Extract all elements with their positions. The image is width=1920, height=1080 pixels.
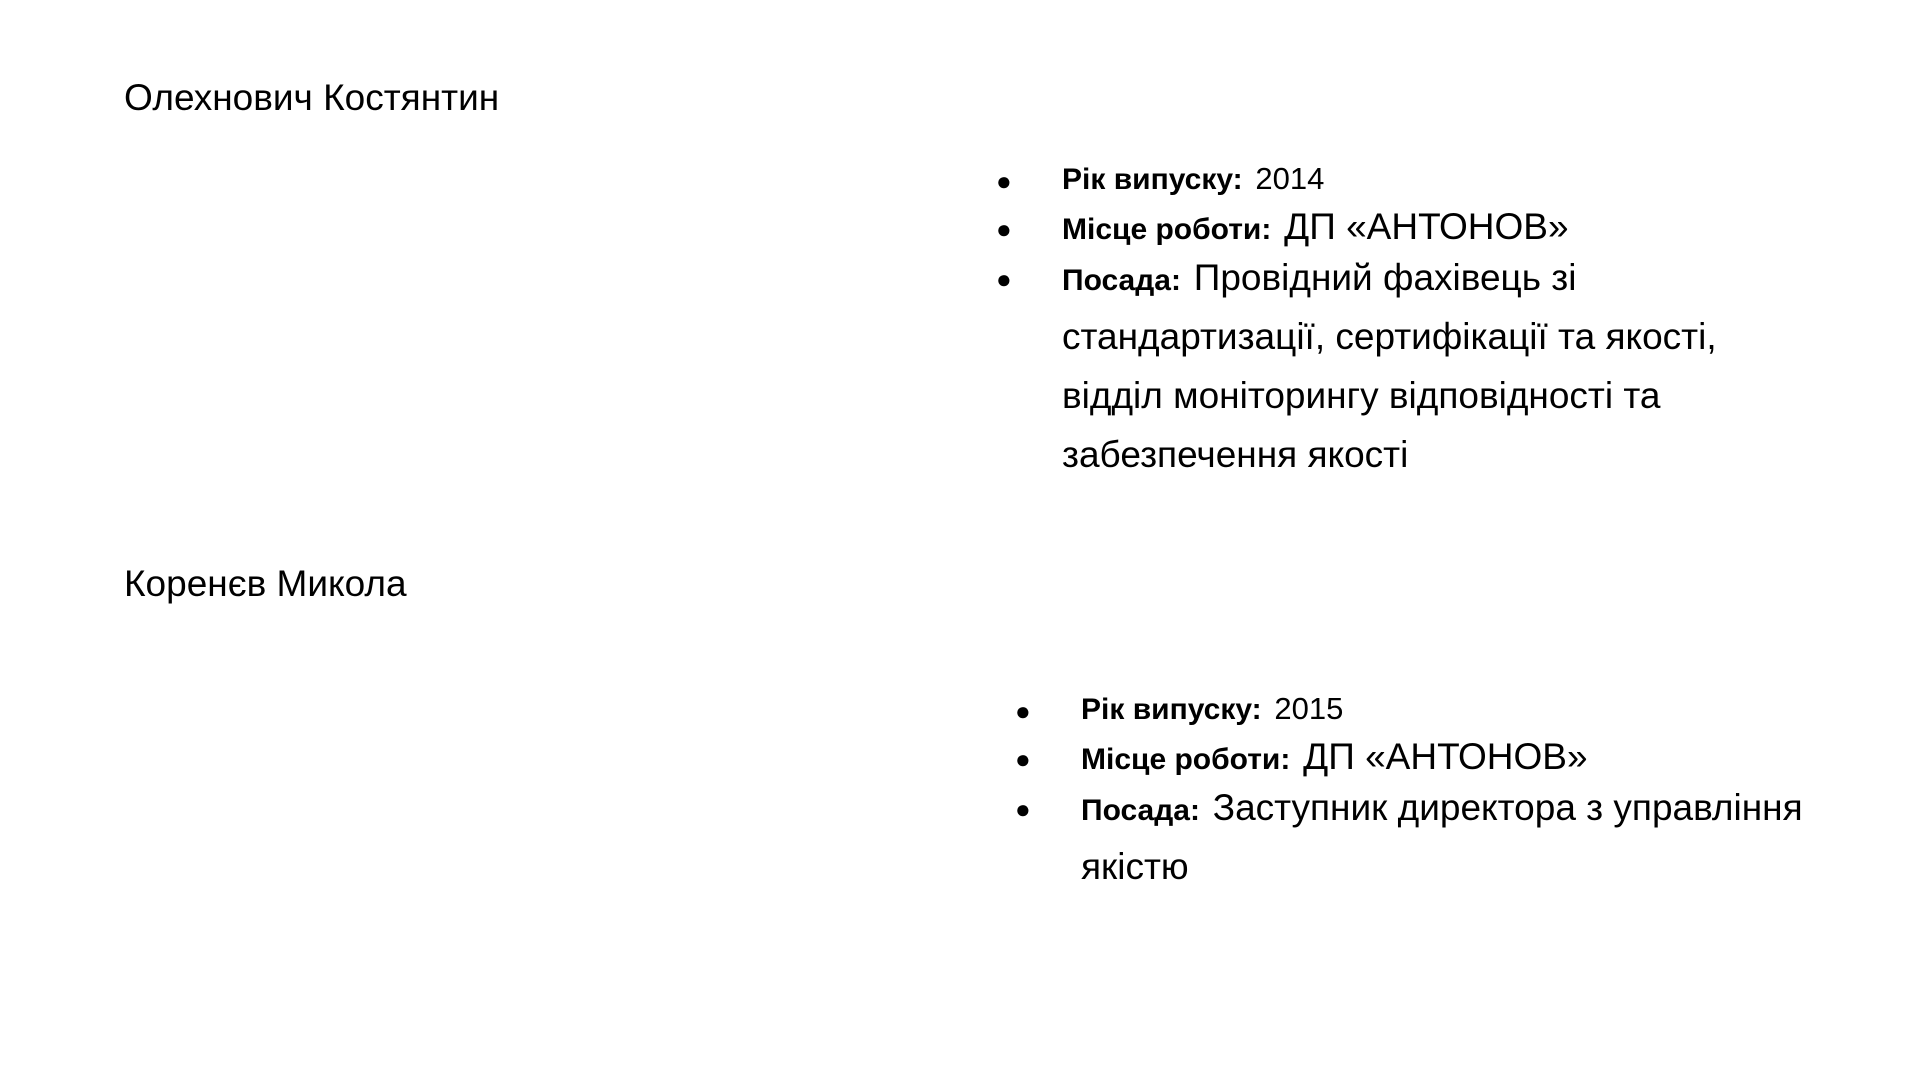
graduation-year-item xyxy=(996,156,1796,202)
workplace-value: ДП «АНТОНОВ» xyxy=(1303,736,1588,777)
workplace-value: ДП «АНТОНОВ» xyxy=(1284,206,1569,247)
person-name: Коренєв Микола xyxy=(124,563,407,604)
graduation-year-label: Рік випуску: xyxy=(1081,693,1270,726)
person-details-list xyxy=(1015,686,1815,900)
position-label: Посада: xyxy=(1081,794,1209,827)
person-name: Олехнович Костянтин xyxy=(124,77,500,118)
bullet-icon: ● xyxy=(1015,744,1031,774)
bullet-icon: ● xyxy=(1015,696,1031,726)
position-label: Посада: xyxy=(1062,264,1190,297)
position-value: Провідний фахівець зі стандартизації, сертифікації та якості, відділ моніторингу відповідності та забезпечення якості xyxy=(1062,257,1717,475)
graduation-year-value: 2015 xyxy=(1274,691,1344,726)
bullet-icon: ● xyxy=(996,264,1012,294)
person-details-list xyxy=(996,156,1796,488)
bullet-icon: ● xyxy=(996,214,1012,244)
bullet-icon: ● xyxy=(996,166,1012,196)
workplace-label: Місце роботи: xyxy=(1062,213,1280,246)
graduation-year-value: 2014 xyxy=(1255,161,1325,196)
workplace-item xyxy=(996,202,1796,252)
position-item xyxy=(996,252,1796,488)
workplace-label: Місце роботи: xyxy=(1081,743,1299,776)
workplace-item xyxy=(1015,732,1815,782)
bullet-icon: ● xyxy=(1015,794,1031,824)
position-item xyxy=(1015,782,1815,900)
graduation-year-item xyxy=(1015,686,1815,732)
position-value: Заступник директора з управління якістю xyxy=(1081,787,1803,887)
graduation-year-label: Рік випуску: xyxy=(1062,163,1251,196)
